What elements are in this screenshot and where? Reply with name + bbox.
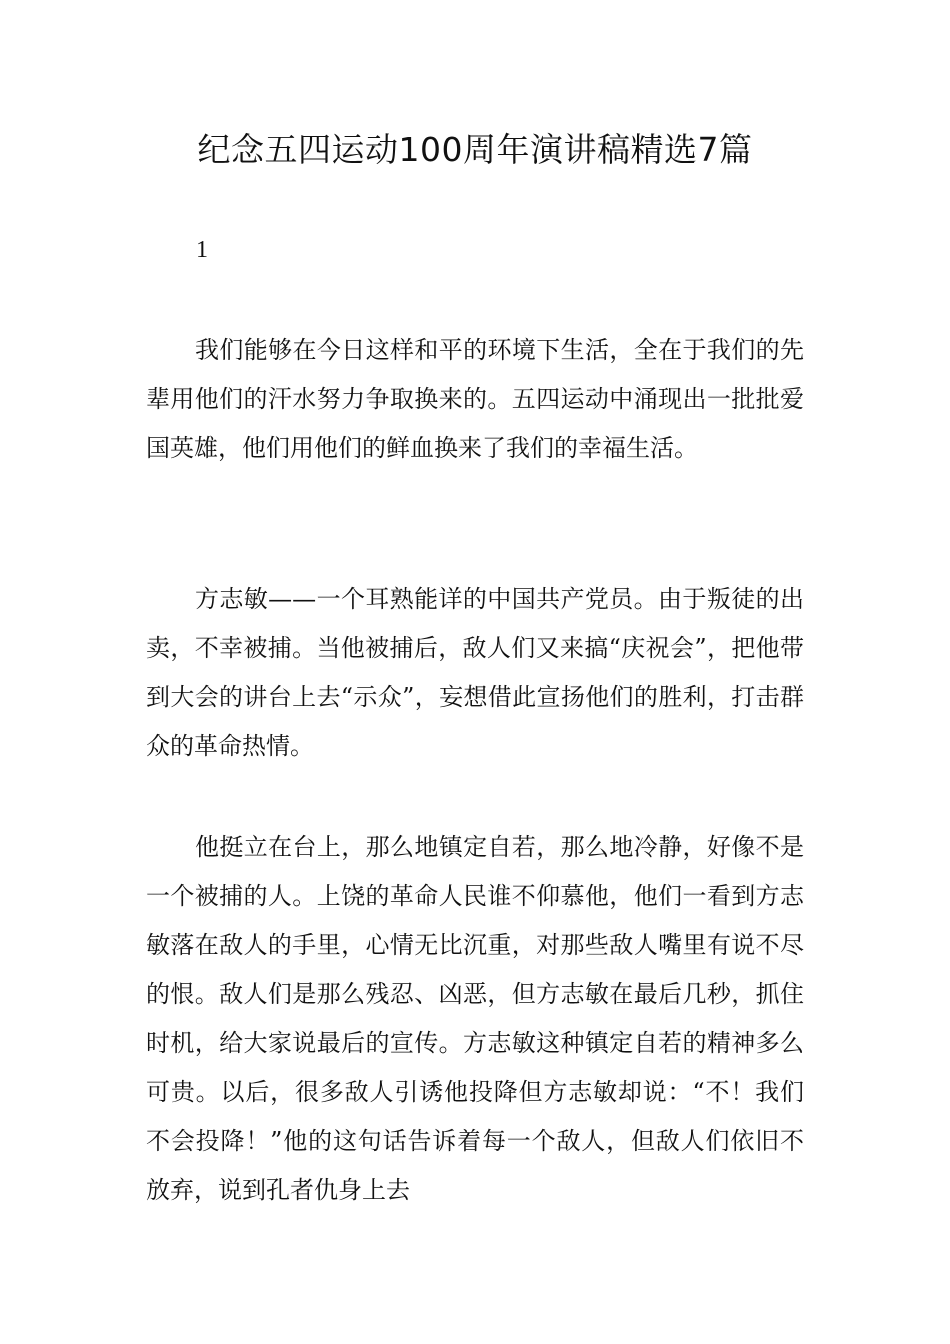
paragraph-3: 他挺立在台上，那么地镇定自若，那么地冷静，好像不是一个被捕的人。上饶的革命人民谁不仰慕他，他们一看到方志敏落在敌人的手里，心情无比沉重，对那些敌人嘴里有说不尽的恨。敌人们是那么残忍、凶恶，但方志敏在最后几秒，抓住时机，给大家说最后的宣传。方志敏这种镇定自若的精神多么可贵。以后，很多敌人引诱他投降但方志敏却说：“不！我们不会投降！”他的这句话告诉着每一个敌人，但敌人们依旧不放弃，说到孔者仇身上去	[146, 833, 804, 1204]
section-number: 1	[196, 237, 208, 263]
document-title: 纪念五四运动100周年演讲稿精选7篇	[197, 130, 753, 169]
paragraph-2: 方志敏——一个耳熟能详的中国共产党员。由于叛徒的出卖，不幸被捕。当他被捕后，敌人们又来搞“庆祝会”，把他带到大会的讲台上去“示众”，妄想借此宣扬他们的胜利，打击群众的革命热情。	[146, 585, 804, 760]
paragraph-1: 我们能够在今日这样和平的环境下生活，全在于我们的先辈用他们的汗水努力争取换来的。五四运动中涌现出一批批爱国英雄，他们用他们的鲜血换来了我们的幸福生活。	[146, 336, 804, 462]
